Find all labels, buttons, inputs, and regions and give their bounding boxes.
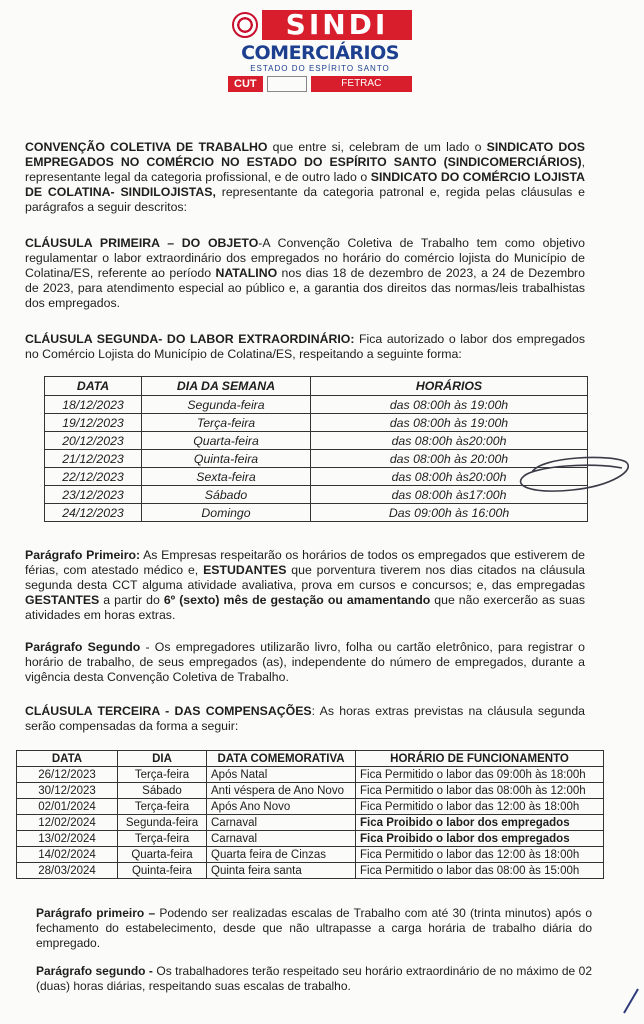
- clausula-terceira-paragrafo-segundo-title: Parágrafo segundo -: [36, 964, 153, 978]
- labor-schedule-table: [44, 376, 588, 522]
- cell-dia-semana: Quarta-feira: [142, 432, 311, 450]
- cell-dia: Quinta-feira: [118, 863, 207, 879]
- intro-text: que entre si, celebram de um lado o: [267, 140, 487, 154]
- cell-data-comemorativa: Carnaval: [207, 815, 356, 831]
- column-header-data-comemorativa: DATA COMEMORATIVA: [207, 751, 356, 767]
- cell-dia: Segunda-feira: [118, 815, 207, 831]
- cell-data: 20/12/2023: [45, 432, 142, 450]
- clausula-primeira-title: CLÁUSULA PRIMEIRA – DO OBJETO: [25, 236, 259, 250]
- cell-data: 23/12/2023: [45, 486, 142, 504]
- pen-stroke-mark: [620, 985, 640, 1015]
- cell-horario-funcionamento: Fica Proibido o labor dos empregados: [356, 831, 604, 847]
- clausula-terceira-paragrafo-primeiro-text: Podendo ser realizadas escalas de Trabalho com até 30 (trinta minutos) após o fechamento do estabelecimento, desde que não ultrapasse a carga horária de trabalho diária do empregado.: [36, 906, 593, 950]
- cell-data-comemorativa: Após Ano Novo: [207, 799, 356, 815]
- cell-dia: Sábado: [118, 783, 207, 799]
- table-row: [17, 767, 604, 783]
- cell-horario: das 08:00h às20:00h: [311, 468, 588, 486]
- column-header-dia: DIA: [118, 751, 207, 767]
- logo-sindi-text: SINDI: [262, 10, 412, 40]
- paragrafo-segundo-title: Parágrafo Segundo: [25, 640, 141, 654]
- paragrafo-primeiro-text: a partir do: [99, 593, 164, 607]
- cell-data: 18/12/2023: [45, 396, 142, 414]
- cell-dia-semana: Sexta-feira: [142, 468, 311, 486]
- cell-data: 21/12/2023: [45, 450, 142, 468]
- clausula-terceira-title: CLÁUSULA TERCEIRA - DAS COMPENSAÇÕES: [25, 704, 312, 718]
- cell-horario-funcionamento: Fica Permitido o labor das 08:00 às 15:00h: [356, 863, 604, 879]
- logo-cut-text: CUT: [228, 76, 263, 92]
- clausula-terceira-paragrafo-primeiro-title: Parágrafo primeiro –: [36, 906, 156, 920]
- table-row: [17, 815, 604, 831]
- cell-data-comemorativa: Anti véspera de Ano Novo: [207, 783, 356, 799]
- clausula-terceira-paragrafo-segundo: [36, 964, 592, 994]
- paragrafo-primeiro-text: As Empresas respeitarão os horários de todos os empregados que estiverem de férias, com atestado médico e,: [25, 548, 585, 577]
- logo-comerciarios-text: COMERCIÁRIOS: [241, 42, 399, 64]
- cell-data-comemorativa: Após Natal: [207, 767, 356, 783]
- cell-dia: Terça-feira: [118, 831, 207, 847]
- clausula-terceira-text: : As horas extras previstas na cláusula segunda serão compensadas da forma a seguir:: [25, 704, 585, 733]
- logo-stamp-icon: [267, 76, 307, 92]
- cell-data: 02/01/2024: [17, 799, 118, 815]
- cell-dia-semana: Segunda-feira: [142, 396, 311, 414]
- clausula-terceira-paragrafo-primeiro: [36, 906, 592, 951]
- column-header-dia-semana: DIA DA SEMANA: [142, 377, 311, 396]
- cell-dia: Terça-feira: [118, 799, 207, 815]
- table-row: [17, 863, 604, 879]
- cell-data: 26/12/2023: [17, 767, 118, 783]
- clausula-primeira-text: nos dias 18 de dezembro de 2023, a 24 de Dezembro de 2023, para atendimento especial ao público e, a garantia dos direitos das normas/leis trabalhistas dos empregados.: [25, 266, 585, 310]
- cell-horario: Das 09:00h às 16:00h: [311, 504, 588, 522]
- cell-dia: Terça-feira: [118, 767, 207, 783]
- cell-data: 30/12/2023: [17, 783, 118, 799]
- handwritten-oval-mark: [502, 452, 634, 496]
- cell-horario-funcionamento: Fica Permitido o labor das 08:00h às 12:00h: [356, 783, 604, 799]
- compensation-table: [16, 750, 604, 879]
- table-row: [45, 432, 588, 450]
- paragrafo-primeiro: [25, 548, 585, 623]
- clausula-primeira-natalino: NATALINO: [215, 266, 278, 280]
- cell-data: 19/12/2023: [45, 414, 142, 432]
- cell-data: 14/02/2024: [17, 847, 118, 863]
- cell-horario-funcionamento: Fica Permitido o labor das 12:00 às 18:00h: [356, 799, 604, 815]
- intro-text: , representante legal da categoria profissional, e de outro lado o: [25, 155, 585, 184]
- cell-dia: Quarta-feira: [118, 847, 207, 863]
- cell-data: 13/02/2024: [17, 831, 118, 847]
- column-header-horarios: HORÁRIOS: [311, 377, 588, 396]
- clausula-terceira: [25, 704, 585, 734]
- paragrafo-segundo: [25, 640, 585, 685]
- clausula-segunda: [25, 332, 585, 362]
- clausula-segunda-text: Fica autorizado o labor dos empregados no Comércio Lojista do Município de Colatina/ES, respeitando a seguinte forma:: [25, 332, 585, 361]
- cell-dia-semana: Sábado: [142, 486, 311, 504]
- cell-horario-funcionamento: Fica Proibido o labor dos empregados: [356, 815, 604, 831]
- table-row: [45, 504, 588, 522]
- paragrafo-primeiro-text: que não exercerão as suas atividades em horas extras.: [25, 593, 585, 622]
- clausula-primeira-text: -A Convenção Coletiva de Trabalho tem como objetivo regulamentar o labor extraordinário dos empregados no horário do comércio lojista do Município de Colatina/ES, referente ao período: [25, 236, 585, 280]
- cell-horario: das 08:00h às 19:00h: [311, 396, 588, 414]
- logo-estado-text: ESTADO DO ESPÍRITO SANTO: [250, 64, 390, 73]
- intro-text: representante da categoria patronal e, regida pelas cláusulas e parágrafos a seguir descritos:: [25, 185, 585, 214]
- paragrafo-primeiro-estudantes: ESTUDANTES: [203, 563, 287, 577]
- paragrafo-primeiro-gestacao: 6º (sexto) mês de gestação ou amamentando: [163, 593, 431, 607]
- table-header-row: [45, 377, 588, 396]
- logo-fetrac-text: FETRAC: [311, 76, 412, 92]
- cell-dia-semana: Quinta-feira: [142, 450, 311, 468]
- table-row: [17, 799, 604, 815]
- cell-horario: das 08:00h às 20:00h: [311, 450, 588, 468]
- cell-horario-funcionamento: Fica Permitido o labor das 12:00 às 18:00h: [356, 847, 604, 863]
- sindicomerciarios-logo: [228, 10, 412, 98]
- intro-patronal-name: SINDICATO DO COMÉRCIO LOJISTA DE COLATINA- SINDILOJISTAS,: [25, 170, 585, 199]
- cell-data: 28/03/2024: [17, 863, 118, 879]
- table-row: [45, 414, 588, 432]
- cell-horario: das 08:00h às17:00h: [311, 486, 588, 504]
- cell-data-comemorativa: Quarta feira de Cinzas: [207, 847, 356, 863]
- cell-horario: das 08:00h às20:00h: [311, 432, 588, 450]
- table-row: [17, 831, 604, 847]
- clausula-segunda-title: CLÁUSULA SEGUNDA- DO LABOR EXTRAORDINÁRIO:: [25, 332, 355, 346]
- cell-data-comemorativa: Quinta feira santa: [207, 863, 356, 879]
- column-header-data: DATA: [45, 377, 142, 396]
- cell-data: 22/12/2023: [45, 468, 142, 486]
- union-seal-icon: [228, 10, 262, 40]
- clausula-primeira: [25, 236, 585, 311]
- cell-horario-funcionamento: Fica Permitido o labor das 09:00h às 18:00h: [356, 767, 604, 783]
- cell-dia-semana: Domingo: [142, 504, 311, 522]
- table-header-row: [17, 751, 604, 767]
- paragrafo-primeiro-text: que porventura tiverem nos dias citados na cláusula segunda desta CCT alguma atividade avaliativa, prova em cursos e concursos; e, das empregadas: [25, 563, 586, 592]
- cell-dia-semana: Terça-feira: [142, 414, 311, 432]
- cell-data-comemorativa: Carnaval: [207, 831, 356, 847]
- column-header-horario-funcionamento: HORÁRIO DE FUNCIONAMENTO: [356, 751, 604, 767]
- paragrafo-primeiro-title: Parágrafo Primeiro:: [25, 548, 141, 562]
- intro-paragraph: [25, 140, 585, 215]
- cell-data: 12/02/2024: [17, 815, 118, 831]
- table-row: [17, 847, 604, 863]
- table-row: [17, 783, 604, 799]
- column-header-data: DATA: [17, 751, 118, 767]
- table-row: [45, 396, 588, 414]
- clausula-terceira-paragrafo-segundo-text: Os trabalhadores terão respeitado seu horário extraordinário de no máximo de 02 (duas) horas diárias, respeitando suas escalas de trabalho.: [36, 964, 592, 993]
- paragrafo-primeiro-gestantes: GESTANTES: [25, 593, 100, 607]
- paragrafo-segundo-text: - Os empregadores utilizarão livro, folha ou cartão eletrônico, para registrar o horário de trabalho, de seus empregados (as), independente do número de empregados, durante a vigência desta Convenção Coletiva de Trabalho.: [25, 640, 585, 684]
- cell-horario: das 08:00h às 19:00h: [311, 414, 588, 432]
- intro-union-name: SINDICATO DOS EMPREGADOS NO COMÉRCIO NO ESTADO DO ESPÍRITO SANTO (SINDICOMERCIÁRIOS): [25, 140, 585, 169]
- intro-title: CONVENÇÃO COLETIVA DE TRABALHO: [25, 140, 268, 154]
- cell-data: 24/12/2023: [45, 504, 142, 522]
